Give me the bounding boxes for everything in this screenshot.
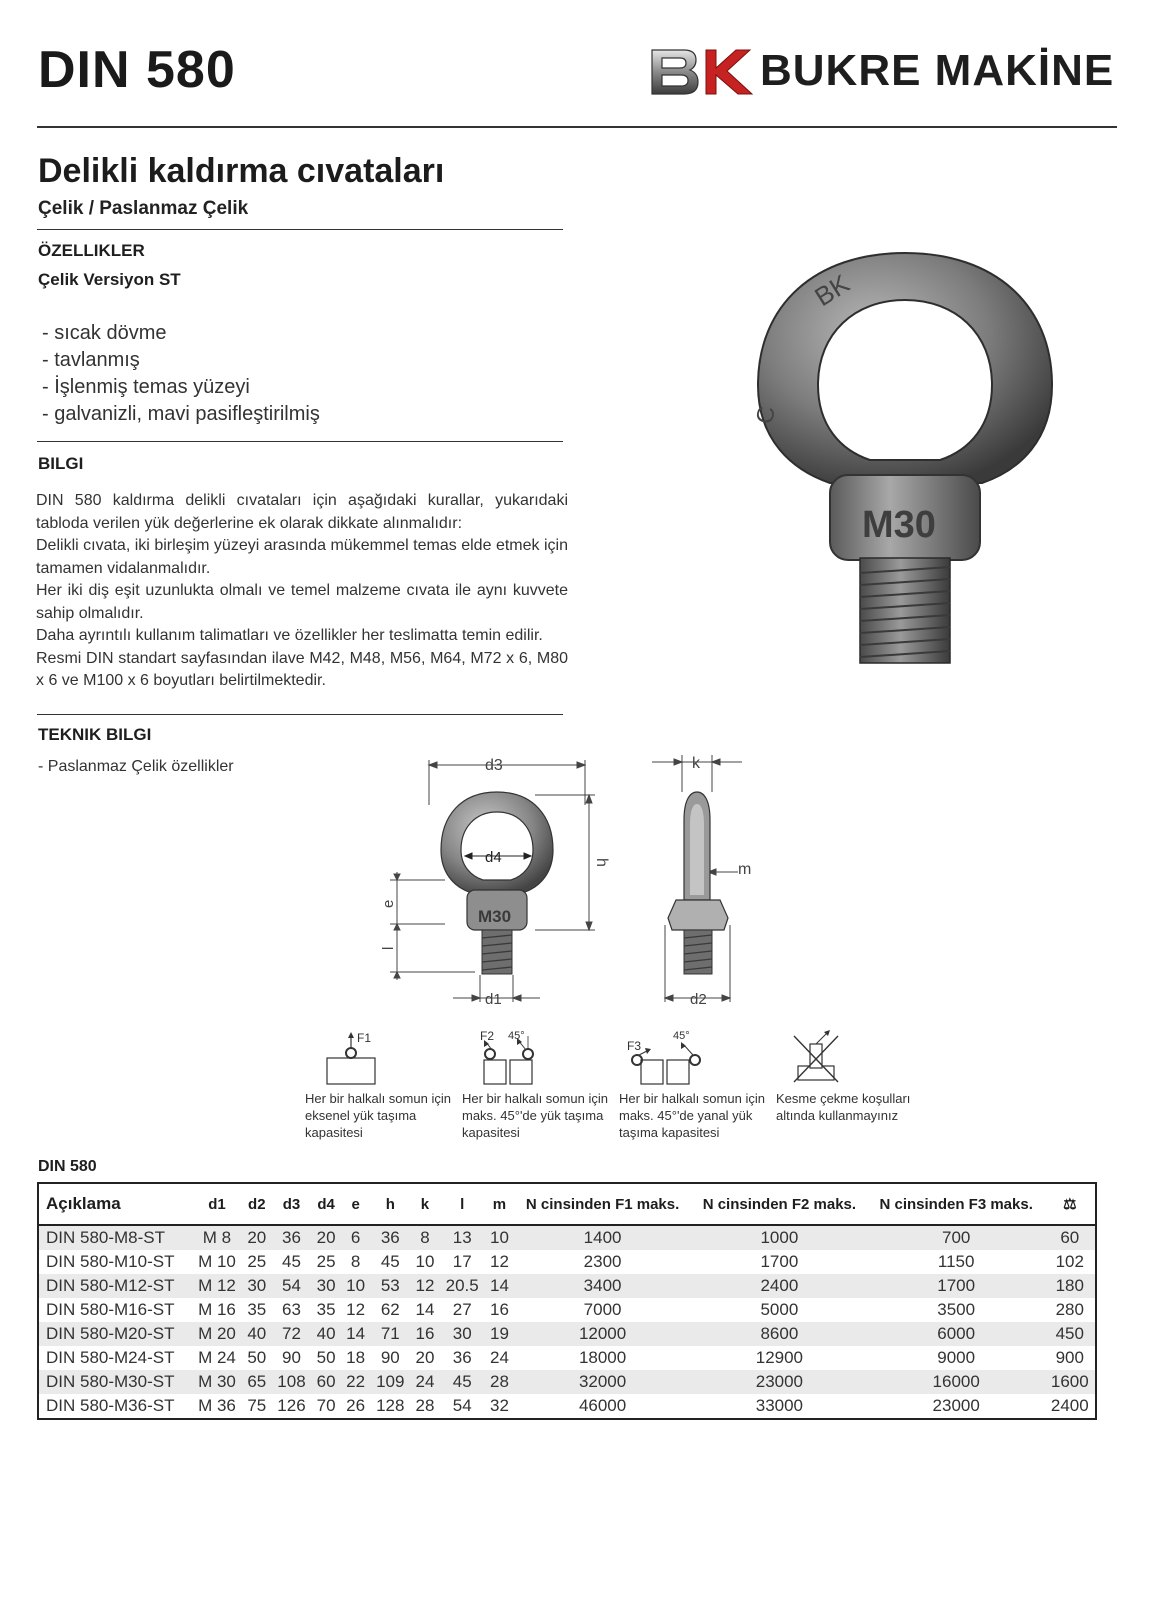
axial-load-icon <box>305 1030 385 1086</box>
prohibited-shear-icon <box>776 1030 856 1086</box>
col-header: k <box>410 1183 439 1225</box>
table-row <box>38 1250 1096 1274</box>
ring-mark: C <box>751 404 781 427</box>
table-row <box>38 1346 1096 1370</box>
table-cell: 53 <box>370 1274 410 1298</box>
col-header: d1 <box>192 1183 242 1225</box>
load-case-lateral <box>619 1030 779 1141</box>
table-cell: 900 <box>1055 1348 1084 1367</box>
table-cell: 36 <box>370 1225 410 1250</box>
table-cell: 10 <box>415 1252 435 1271</box>
force-label: F2 <box>480 1029 495 1043</box>
table-cell: 1700 <box>760 1252 799 1271</box>
col-header: l <box>440 1183 485 1225</box>
table-cell: 50 <box>316 1348 336 1367</box>
table-row <box>38 1298 1096 1322</box>
info-paragraph: DIN 580 kaldırma delikli cıvataları için aşağıdaki kurallar, yukarıdaki tabloda verilen yük değerlerine ek olarak dikkate alınmalıdır: <box>36 492 568 532</box>
eye-bolt-photo <box>750 245 1060 675</box>
dim-label-h: h <box>593 858 610 867</box>
force-label: F1 <box>357 1031 372 1045</box>
table-cell: M 8 <box>192 1225 242 1250</box>
table-cell: 102 <box>1055 1252 1084 1271</box>
table-cell: 2400 <box>1050 1396 1089 1415</box>
table-cell: 12900 <box>755 1348 804 1367</box>
load-caption: Her bir halkalı somun için maks. 45°'de yanal yük taşıma kapasitesi <box>619 1091 765 1140</box>
table-cell: DIN 580-M8-ST <box>38 1225 192 1250</box>
table-cell: 35 <box>316 1300 336 1319</box>
table-cell: M 30 <box>192 1370 242 1394</box>
table-cell: 12000 <box>514 1322 691 1346</box>
table-cell: M 16 <box>198 1300 236 1319</box>
table-cell: 16 <box>489 1300 509 1319</box>
features-list <box>42 320 320 428</box>
table-cell: 3500 <box>937 1300 976 1319</box>
info-paragraph: Her iki diş eşit uzunlukta olmalı ve temel malzeme cıvata ile aynı kuvvete sahip olmalıdır. <box>36 582 568 622</box>
table-cell: 70 <box>316 1396 336 1415</box>
info-paragraph: Resmi DIN standart sayfasından ilave M42, M48, M56, M64, M72 x 6, M80 x 6 ve M100 x 6 boyutları belirtilmektedir. <box>36 649 568 689</box>
table-cell: 108 <box>272 1370 312 1394</box>
table-cell: 33000 <box>755 1396 804 1415</box>
col-header: d4 <box>311 1183 340 1225</box>
table-row <box>38 1370 1096 1394</box>
table-cell: 10 <box>485 1225 514 1250</box>
dim-label-d4: d4 <box>485 849 502 866</box>
feature-item: - galvanizli, mavi pasifleştirilmiş <box>42 401 320 428</box>
brand-name: BUKRE MAKİNE <box>760 46 1115 95</box>
table-cell: 1150 <box>937 1252 975 1271</box>
table-cell: 7000 <box>583 1300 622 1319</box>
load-caption: Her bir halkalı somun için eksenel yük taşıma kapasitesi <box>305 1091 451 1140</box>
ring-mark: BK <box>809 268 855 313</box>
table-cell: M 12 <box>192 1274 242 1298</box>
lateral-load-icon <box>619 1030 709 1086</box>
table-cell: 71 <box>370 1322 410 1346</box>
table-cell: 54 <box>272 1274 312 1298</box>
divider <box>37 441 563 442</box>
table-cell: 12 <box>346 1300 366 1319</box>
table-cell: 24 <box>410 1370 439 1394</box>
table-cell: 6 <box>341 1225 370 1250</box>
table-cell: 25 <box>316 1252 336 1271</box>
table-cell: 14 <box>415 1300 435 1319</box>
table-cell: 8 <box>350 1252 361 1271</box>
table-cell: 280 <box>1055 1300 1084 1319</box>
table-cell: 14 <box>341 1322 370 1346</box>
info-paragraph: Daha ayrıntılı kullanım talimatları ve özellikler her teslimatta temin edilir. <box>36 627 543 644</box>
header-divider <box>37 126 1117 128</box>
table-cell: 9000 <box>937 1348 976 1367</box>
table-cell: 126 <box>277 1396 306 1415</box>
table-cell: 700 <box>868 1225 1045 1250</box>
col-header: N cinsinden F3 maks. <box>868 1183 1045 1225</box>
dim-label-e: e <box>380 899 397 908</box>
table-cell: DIN 580-M12-ST <box>38 1274 192 1298</box>
table-cell: DIN 580-M24-ST <box>46 1348 175 1367</box>
table-cell: 10 <box>341 1274 370 1298</box>
table-cell: DIN 580-M16-ST <box>46 1300 175 1319</box>
load-caption: Her bir halkalı somun için maks. 45°'de yük taşıma kapasitesi <box>462 1091 608 1140</box>
table-cell: 32000 <box>514 1370 691 1394</box>
table-cell: 46000 <box>578 1396 627 1415</box>
col-header: h <box>370 1183 410 1225</box>
table-row <box>38 1322 1096 1346</box>
table-cell: 24 <box>489 1348 509 1367</box>
table-cell: 20.5 <box>440 1274 485 1298</box>
table-cell: M 10 <box>198 1252 236 1271</box>
table-cell: 30 <box>242 1274 271 1298</box>
dim-label-d1: d1 <box>485 991 502 1008</box>
document-title: DIN 580 <box>38 41 236 99</box>
table-cell: 2400 <box>691 1274 868 1298</box>
table-cell: 1000 <box>691 1225 868 1250</box>
front-view-diagram <box>380 750 610 1020</box>
spec-table <box>37 1182 1097 1420</box>
table-cell: 30 <box>440 1322 485 1346</box>
divider <box>37 229 563 230</box>
table-cell: 40 <box>242 1322 271 1346</box>
table-row <box>38 1274 1096 1298</box>
table-cell: 5000 <box>760 1300 799 1319</box>
info-paragraph: Delikli cıvata, iki birleşim yüzeyi arasında mükemmel temas elde etmek için tamamen vidalanmalıdır. <box>36 537 568 577</box>
table-cell: 128 <box>376 1396 405 1415</box>
table-cell: 75 <box>247 1396 267 1415</box>
table-cell: DIN 580-M10-ST <box>46 1252 175 1271</box>
table-cell: 8 <box>410 1225 439 1250</box>
feature-item: - sıcak dövme <box>42 320 320 347</box>
table-cell: 60 <box>1045 1225 1096 1250</box>
dim-label-d2: d2 <box>690 991 707 1008</box>
col-header: e <box>341 1183 370 1225</box>
table-cell: 2300 <box>583 1252 622 1271</box>
table-cell: 17 <box>452 1252 472 1271</box>
table-cell: 45 <box>282 1252 301 1271</box>
table-cell: 30 <box>311 1274 340 1298</box>
table-cell: DIN 580-M36-ST <box>46 1396 175 1415</box>
tech-item: - Paslanmaz Çelik özellikler <box>38 758 234 775</box>
features-heading: ÖZELLIKLER <box>38 241 145 260</box>
table-cell: 12 <box>410 1274 439 1298</box>
dim-label-k: k <box>692 755 700 772</box>
table-cell: 72 <box>272 1322 312 1346</box>
table-cell: 36 <box>452 1348 472 1367</box>
table-cell: 28 <box>485 1370 514 1394</box>
table-cell: 22 <box>341 1370 370 1394</box>
angle-label: 45° <box>508 1030 525 1042</box>
force-label: F3 <box>627 1039 642 1053</box>
dim-label-l: l <box>380 946 397 950</box>
table-row <box>38 1394 1096 1419</box>
table-cell: 16 <box>410 1322 439 1346</box>
load-case-45 <box>462 1030 622 1141</box>
col-header: N cinsinden F1 maks. <box>514 1183 691 1225</box>
table-cell: 36 <box>272 1225 312 1250</box>
table-cell: 23000 <box>932 1396 980 1415</box>
table-cell: 26 <box>346 1396 366 1415</box>
table-row <box>38 1225 1096 1250</box>
table-cell: 60 <box>311 1370 340 1394</box>
table-cell: 62 <box>380 1300 400 1319</box>
table-cell: 1400 <box>514 1225 691 1250</box>
table-cell: M 20 <box>192 1322 242 1346</box>
dim-label-d3: d3 <box>485 757 503 774</box>
table-cell: 180 <box>1045 1274 1096 1298</box>
table-cell: 90 <box>380 1348 400 1367</box>
table-cell: M 24 <box>198 1348 236 1367</box>
table-cell: 18 <box>346 1348 366 1367</box>
table-cell: 63 <box>282 1300 301 1319</box>
table-cell: 40 <box>311 1322 340 1346</box>
feature-item: - İşlenmiş temas yüzeyi <box>42 374 320 401</box>
col-header: d3 <box>272 1183 312 1225</box>
angled-load-icon <box>462 1030 552 1086</box>
col-header: N cinsinden F2 maks. <box>691 1183 868 1225</box>
table-cell: 14 <box>485 1274 514 1298</box>
tech-heading: TEKNIK BILGI <box>38 725 152 744</box>
table-cell: 18000 <box>578 1348 627 1367</box>
col-header: Açıklama <box>38 1183 192 1225</box>
table-cell: 27 <box>452 1300 472 1319</box>
load-caption: Kesme çekme koşulları altında kullanmayınız <box>776 1091 911 1123</box>
table-cell: 65 <box>242 1370 271 1394</box>
side-view-diagram <box>650 750 770 1020</box>
table-cell: 3400 <box>514 1274 691 1298</box>
bolt-size-mark: M30 <box>478 907 512 926</box>
table-cell: 13 <box>440 1225 485 1250</box>
feature-item: - tavlanmış <box>42 347 320 374</box>
table-cell: 6000 <box>868 1322 1045 1346</box>
table-cell: 20 <box>311 1225 340 1250</box>
table-cell: DIN 580-M30-ST <box>38 1370 192 1394</box>
brand-logo <box>650 44 1120 100</box>
info-text <box>36 490 568 693</box>
weight-icon: ⚖ <box>1045 1183 1096 1225</box>
table-header-row <box>38 1183 1096 1225</box>
table-cell: 50 <box>247 1348 267 1367</box>
divider <box>37 714 563 715</box>
table-cell: 16000 <box>868 1370 1045 1394</box>
product-subtitle: Çelik / Paslanmaz Çelik <box>38 198 249 219</box>
table-title: DIN 580 <box>38 1158 97 1175</box>
table-cell: 19 <box>485 1322 514 1346</box>
table-cell: 35 <box>247 1300 267 1319</box>
size-mark: M30 <box>862 504 936 546</box>
product-title: Delikli kaldırma cıvataları <box>38 152 445 190</box>
table-cell: 20 <box>242 1225 271 1250</box>
table-cell: 45 <box>440 1370 485 1394</box>
table-cell: 32 <box>489 1396 509 1415</box>
table-cell: 20 <box>415 1348 435 1367</box>
load-case-prohibited <box>776 1030 936 1124</box>
table-cell: M 36 <box>198 1396 236 1415</box>
col-header: d2 <box>242 1183 271 1225</box>
version-label: Çelik Versiyon ST <box>38 270 181 289</box>
table-cell: 28 <box>415 1396 435 1415</box>
table-cell: 12 <box>489 1252 509 1271</box>
table-cell: 1700 <box>868 1274 1045 1298</box>
table-cell: 8600 <box>691 1322 868 1346</box>
info-heading: BILGI <box>38 454 84 473</box>
load-case-axial <box>305 1030 465 1141</box>
table-cell: 1600 <box>1045 1370 1096 1394</box>
table-cell: 90 <box>282 1348 301 1367</box>
angle-label: 45° <box>673 1030 690 1042</box>
col-header: m <box>485 1183 514 1225</box>
table-cell: DIN 580-M20-ST <box>38 1322 192 1346</box>
dim-label-m: m <box>738 861 752 878</box>
table-cell: 23000 <box>691 1370 868 1394</box>
table-cell: 54 <box>452 1396 472 1415</box>
table-cell: 109 <box>370 1370 410 1394</box>
table-cell: 45 <box>380 1252 400 1271</box>
table-cell: 25 <box>247 1252 267 1271</box>
table-cell: 450 <box>1045 1322 1096 1346</box>
bk-logo-mark-icon <box>650 44 760 100</box>
